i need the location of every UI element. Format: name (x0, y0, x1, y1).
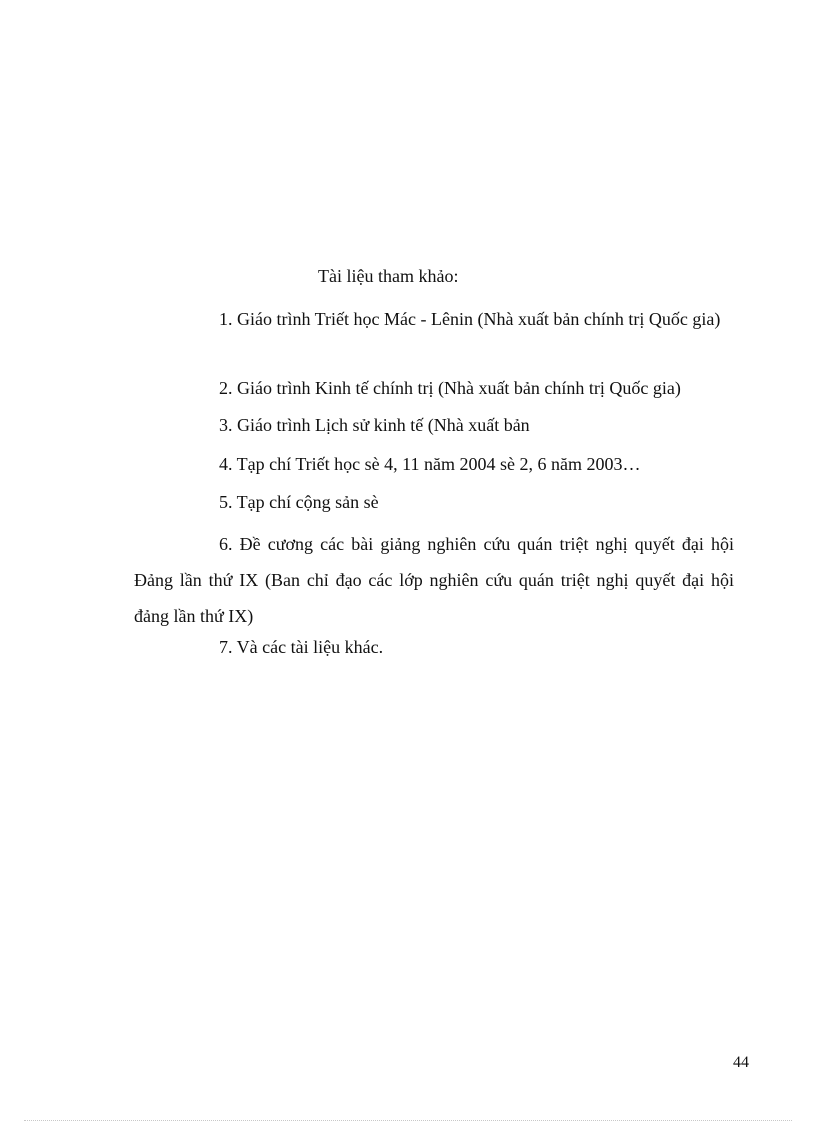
reference-item-2: 2. Giáo trình Kinh tế chính trị (Nhà xuất bản chính trị Quốc gia) (219, 378, 681, 398)
reference-item-6: 6. Đề cương các bài giảng nghiên cứu quán triệt nghị quyết đại hội Đảng lần thứ IX (Ban chỉ đạo các lớp nghiên cứu quán triệt nghị quyết đại hội đảng lần thứ IX) (134, 534, 734, 626)
reference-item-4: 4. Tạp chí Triết học sè 4, 11 năm 2004 sè 2, 6 năm 2003… (219, 454, 641, 474)
reference-item-5: 5. Tạp chí cộng sản sè (219, 492, 379, 512)
footer-divider (24, 1120, 792, 1121)
reference-item-1: 1. Giáo trình Triết học Mác - Lênin (Nhà xuất bản chính trị Quốc gia) (219, 309, 721, 329)
page-number: 44 (733, 1054, 749, 1071)
reference-item-3: 3. Giáo trình Lịch sử kinh tế (Nhà xuất bản (219, 415, 530, 435)
reference-item-7: 7. Và các tài liệu khác. (219, 637, 384, 657)
references-heading: Tài liệu tham khảo: (318, 266, 459, 286)
